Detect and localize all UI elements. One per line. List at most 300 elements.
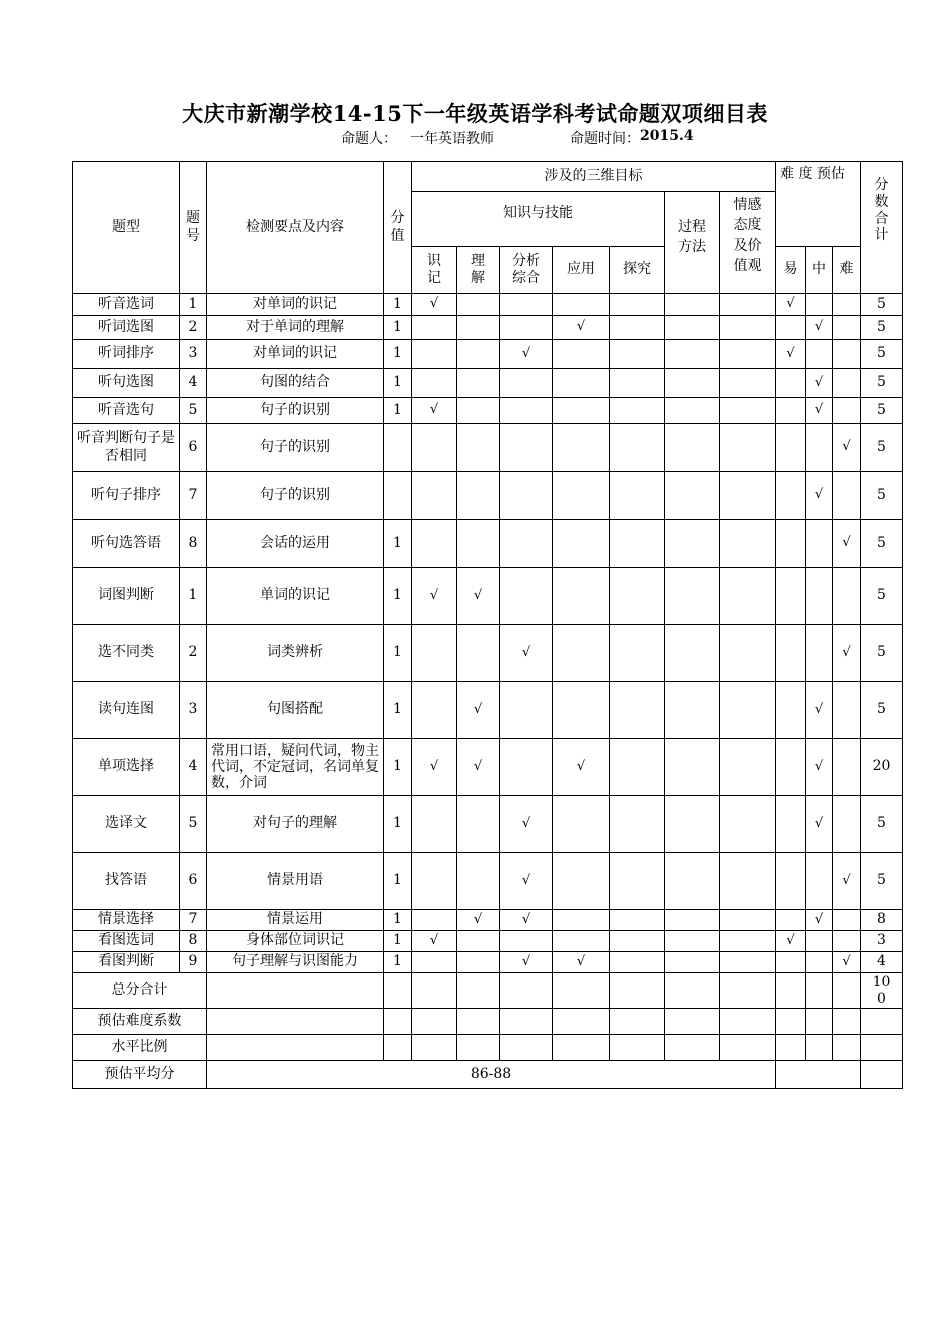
cell-content: 句子的识别 xyxy=(207,424,384,472)
cell-analysis: √ xyxy=(500,796,553,853)
cell-recall xyxy=(412,625,457,682)
cell-score: 1 xyxy=(384,853,412,910)
cell-type: 看图选词 xyxy=(73,931,180,952)
difficulty-label: 预估难度系数 xyxy=(73,1009,207,1035)
cell-recall xyxy=(412,472,457,520)
cell-score: 1 xyxy=(384,625,412,682)
difficulty-empty xyxy=(610,1009,665,1035)
cell-type: 单项选择 xyxy=(73,739,180,796)
table-row xyxy=(73,398,903,424)
average-value: 86-88 xyxy=(207,1061,776,1089)
header-emotion: 情感态度及价值观 xyxy=(720,192,776,294)
cell-no: 8 xyxy=(180,520,207,568)
cell-understand xyxy=(457,625,500,682)
cell-recall xyxy=(412,796,457,853)
difficulty-row xyxy=(73,1009,903,1035)
header-score: 分值 xyxy=(384,162,412,294)
cell-process xyxy=(665,931,720,952)
table-row xyxy=(73,739,903,796)
cell-explore xyxy=(610,398,665,424)
cell-hard xyxy=(833,340,861,369)
cell-analysis: √ xyxy=(500,853,553,910)
cell-understand xyxy=(457,952,500,973)
cell-analysis xyxy=(500,398,553,424)
author-label: 命题人： xyxy=(341,131,397,147)
header-explore: 探究 xyxy=(610,247,665,294)
total-empty xyxy=(207,973,384,1009)
cell-no: 1 xyxy=(180,294,207,316)
cell-apply xyxy=(553,796,610,853)
difficulty-empty xyxy=(457,1009,500,1035)
total-empty xyxy=(776,973,806,1009)
cell-hard xyxy=(833,472,861,520)
cell-medium: √ xyxy=(806,472,833,520)
cell-emotion xyxy=(720,316,776,340)
cell-recall: √ xyxy=(412,568,457,625)
cell-easy xyxy=(776,472,806,520)
cell-hard xyxy=(833,739,861,796)
cell-process xyxy=(665,796,720,853)
cell-score: 1 xyxy=(384,316,412,340)
cell-content: 常用口语，疑问代词，物主代词，不定冠词，名词单复数，介词 xyxy=(207,739,384,796)
cell-no: 6 xyxy=(180,853,207,910)
cell-apply xyxy=(553,398,610,424)
cell-medium xyxy=(806,568,833,625)
cell-medium xyxy=(806,520,833,568)
cell-apply: √ xyxy=(553,952,610,973)
cell-process xyxy=(665,910,720,931)
cell-analysis xyxy=(500,520,553,568)
cell-explore xyxy=(610,796,665,853)
header-hard: 难 xyxy=(833,247,861,294)
cell-analysis xyxy=(500,369,553,398)
cell-medium: √ xyxy=(806,796,833,853)
cell-total: 5 xyxy=(861,853,903,910)
cell-understand: √ xyxy=(457,568,500,625)
cell-total: 20 xyxy=(861,739,903,796)
table-row xyxy=(73,931,903,952)
cell-content: 对于单词的理解 xyxy=(207,316,384,340)
total-empty xyxy=(610,973,665,1009)
cell-total: 5 xyxy=(861,796,903,853)
cell-no: 7 xyxy=(180,910,207,931)
cell-apply xyxy=(553,682,610,739)
cell-no: 2 xyxy=(180,316,207,340)
cell-total: 4 xyxy=(861,952,903,973)
cell-apply xyxy=(553,520,610,568)
cell-analysis xyxy=(500,931,553,952)
cell-content: 句子理解与识图能力 xyxy=(207,952,384,973)
cell-emotion xyxy=(720,853,776,910)
cell-analysis xyxy=(500,294,553,316)
table-row xyxy=(73,853,903,910)
total-empty xyxy=(720,973,776,1009)
cell-easy xyxy=(776,369,806,398)
cell-explore xyxy=(610,952,665,973)
cell-explore xyxy=(610,520,665,568)
ratio-empty xyxy=(412,1035,457,1061)
cell-content: 情景用语 xyxy=(207,853,384,910)
cell-analysis xyxy=(500,739,553,796)
table-row xyxy=(73,568,903,625)
cell-understand xyxy=(457,340,500,369)
cell-total: 5 xyxy=(861,398,903,424)
cell-emotion xyxy=(720,398,776,424)
table-row xyxy=(73,472,903,520)
cell-type: 看图判断 xyxy=(73,952,180,973)
cell-type: 找答语 xyxy=(73,853,180,910)
cell-hard xyxy=(833,568,861,625)
cell-apply xyxy=(553,625,610,682)
cell-total: 5 xyxy=(861,625,903,682)
cell-score: 1 xyxy=(384,520,412,568)
cell-process xyxy=(665,340,720,369)
cell-process xyxy=(665,369,720,398)
cell-easy xyxy=(776,682,806,739)
header-number: 题号 xyxy=(180,162,207,294)
cell-medium xyxy=(806,294,833,316)
cell-analysis: √ xyxy=(500,910,553,931)
total-empty xyxy=(384,973,412,1009)
total-label: 总分合计 xyxy=(73,973,207,1009)
cell-emotion xyxy=(720,796,776,853)
cell-medium xyxy=(806,952,833,973)
cell-hard: √ xyxy=(833,853,861,910)
cell-type: 读句连图 xyxy=(73,682,180,739)
cell-explore xyxy=(610,910,665,931)
average-empty xyxy=(776,1061,861,1089)
cell-medium xyxy=(806,625,833,682)
cell-medium xyxy=(806,931,833,952)
ratio-empty xyxy=(833,1035,861,1061)
cell-no: 3 xyxy=(180,682,207,739)
cell-emotion xyxy=(720,294,776,316)
cell-content: 对单词的识记 xyxy=(207,340,384,369)
cell-easy xyxy=(776,568,806,625)
cell-no: 6 xyxy=(180,424,207,472)
cell-no: 8 xyxy=(180,931,207,952)
cell-process xyxy=(665,294,720,316)
table-row xyxy=(73,796,903,853)
cell-medium xyxy=(806,853,833,910)
total-empty xyxy=(806,973,833,1009)
header-analysis: 分析综合 xyxy=(500,247,553,294)
difficulty-empty xyxy=(665,1009,720,1035)
cell-process xyxy=(665,472,720,520)
cell-emotion xyxy=(720,340,776,369)
table-row xyxy=(73,952,903,973)
cell-score: 1 xyxy=(384,682,412,739)
cell-apply xyxy=(553,472,610,520)
table-row xyxy=(73,910,903,931)
table-row xyxy=(73,682,903,739)
cell-hard xyxy=(833,682,861,739)
header-content: 检测要点及内容 xyxy=(207,162,384,294)
total-empty xyxy=(665,973,720,1009)
cell-analysis: √ xyxy=(500,952,553,973)
difficulty-empty xyxy=(207,1009,384,1035)
cell-understand xyxy=(457,931,500,952)
cell-apply: √ xyxy=(553,316,610,340)
cell-easy xyxy=(776,739,806,796)
cell-hard xyxy=(833,398,861,424)
cell-analysis xyxy=(500,682,553,739)
cell-no: 2 xyxy=(180,625,207,682)
cell-no: 4 xyxy=(180,739,207,796)
difficulty-empty xyxy=(833,1009,861,1035)
cell-no: 5 xyxy=(180,796,207,853)
cell-type: 听词选图 xyxy=(73,316,180,340)
cell-recall: √ xyxy=(412,739,457,796)
cell-score: 1 xyxy=(384,568,412,625)
cell-hard xyxy=(833,796,861,853)
cell-emotion xyxy=(720,472,776,520)
cell-apply xyxy=(553,340,610,369)
header-total: 分数合计 xyxy=(861,162,903,294)
cell-medium: √ xyxy=(806,369,833,398)
cell-analysis xyxy=(500,316,553,340)
cell-analysis xyxy=(500,472,553,520)
cell-recall xyxy=(412,682,457,739)
cell-no: 3 xyxy=(180,340,207,369)
cell-score xyxy=(384,424,412,472)
cell-explore xyxy=(610,568,665,625)
cell-process xyxy=(665,568,720,625)
cell-content: 句子的识别 xyxy=(207,398,384,424)
difficulty-empty xyxy=(500,1009,553,1035)
cell-type: 听音选词 xyxy=(73,294,180,316)
cell-easy xyxy=(776,316,806,340)
cell-type: 听句子排序 xyxy=(73,472,180,520)
time-label: 命题时间： xyxy=(570,131,640,147)
cell-content: 词类辨析 xyxy=(207,625,384,682)
cell-emotion xyxy=(720,520,776,568)
cell-explore xyxy=(610,853,665,910)
cell-total: 8 xyxy=(861,910,903,931)
cell-apply xyxy=(553,424,610,472)
cell-understand xyxy=(457,369,500,398)
cell-understand xyxy=(457,472,500,520)
ratio-empty xyxy=(720,1035,776,1061)
ratio-label: 水平比例 xyxy=(73,1035,207,1061)
cell-type: 听词排序 xyxy=(73,340,180,369)
cell-process xyxy=(665,424,720,472)
ratio-row xyxy=(73,1035,903,1061)
header-difficulty: 难 度 预估 xyxy=(776,162,861,247)
cell-emotion xyxy=(720,424,776,472)
difficulty-empty xyxy=(412,1009,457,1035)
average-empty xyxy=(861,1061,903,1089)
cell-total: 5 xyxy=(861,369,903,398)
cell-apply xyxy=(553,910,610,931)
cell-apply xyxy=(553,369,610,398)
header-type: 题型 xyxy=(73,162,180,294)
average-label: 预估平均分 xyxy=(73,1061,207,1089)
cell-recall xyxy=(412,952,457,973)
cell-understand xyxy=(457,424,500,472)
cell-process xyxy=(665,520,720,568)
cell-content: 对单词的识记 xyxy=(207,294,384,316)
cell-apply xyxy=(553,294,610,316)
table-row xyxy=(73,340,903,369)
header-process: 过程方法 xyxy=(665,192,720,294)
cell-process xyxy=(665,316,720,340)
cell-analysis xyxy=(500,568,553,625)
cell-explore xyxy=(610,340,665,369)
cell-medium: √ xyxy=(806,682,833,739)
cell-explore xyxy=(610,316,665,340)
cell-medium: √ xyxy=(806,316,833,340)
cell-explore xyxy=(610,625,665,682)
cell-easy xyxy=(776,625,806,682)
difficulty-empty xyxy=(861,1009,903,1035)
cell-score: 1 xyxy=(384,910,412,931)
cell-apply xyxy=(553,853,610,910)
difficulty-empty xyxy=(720,1009,776,1035)
cell-emotion xyxy=(720,625,776,682)
difficulty-empty xyxy=(384,1009,412,1035)
cell-understand xyxy=(457,520,500,568)
cell-recall xyxy=(412,316,457,340)
cell-no: 9 xyxy=(180,952,207,973)
total-empty xyxy=(833,973,861,1009)
ratio-empty xyxy=(553,1035,610,1061)
cell-type: 情景选择 xyxy=(73,910,180,931)
cell-content: 情景运用 xyxy=(207,910,384,931)
header-apply: 应用 xyxy=(553,247,610,294)
cell-type: 词图判断 xyxy=(73,568,180,625)
cell-hard xyxy=(833,369,861,398)
cell-explore xyxy=(610,369,665,398)
cell-easy xyxy=(776,910,806,931)
table-row xyxy=(73,369,903,398)
cell-explore xyxy=(610,931,665,952)
cell-score: 1 xyxy=(384,369,412,398)
cell-score: 1 xyxy=(384,796,412,853)
table-row xyxy=(73,520,903,568)
cell-process xyxy=(665,398,720,424)
cell-analysis: √ xyxy=(500,625,553,682)
cell-emotion xyxy=(720,369,776,398)
cell-easy: √ xyxy=(776,294,806,316)
header-medium: 中 xyxy=(806,247,833,294)
cell-score: 1 xyxy=(384,340,412,369)
cell-medium: √ xyxy=(806,739,833,796)
cell-score xyxy=(384,472,412,520)
cell-recall xyxy=(412,853,457,910)
total-empty xyxy=(457,973,500,1009)
cell-content: 单词的识记 xyxy=(207,568,384,625)
cell-understand: √ xyxy=(457,739,500,796)
cell-type: 选不同类 xyxy=(73,625,180,682)
cell-explore xyxy=(610,472,665,520)
cell-process xyxy=(665,682,720,739)
cell-no: 4 xyxy=(180,369,207,398)
cell-total: 5 xyxy=(861,682,903,739)
cell-understand: √ xyxy=(457,910,500,931)
ratio-empty xyxy=(861,1035,903,1061)
cell-total: 5 xyxy=(861,520,903,568)
cell-hard xyxy=(833,294,861,316)
cell-content: 句图的结合 xyxy=(207,369,384,398)
cell-no: 7 xyxy=(180,472,207,520)
total-empty xyxy=(500,973,553,1009)
cell-process xyxy=(665,625,720,682)
cell-total: 5 xyxy=(861,316,903,340)
ratio-empty xyxy=(500,1035,553,1061)
header-knowledge: 知识与技能 xyxy=(412,192,665,247)
ratio-empty xyxy=(806,1035,833,1061)
ratio-empty xyxy=(665,1035,720,1061)
cell-apply xyxy=(553,931,610,952)
spec-table xyxy=(72,161,903,1089)
header-three-dim: 涉及的三维目标 xyxy=(412,162,776,192)
cell-recall xyxy=(412,340,457,369)
cell-content: 身体部位词识记 xyxy=(207,931,384,952)
cell-easy: √ xyxy=(776,340,806,369)
cell-easy xyxy=(776,952,806,973)
difficulty-empty xyxy=(806,1009,833,1035)
cell-hard xyxy=(833,931,861,952)
table-body xyxy=(73,162,903,1089)
cell-score: 1 xyxy=(384,931,412,952)
cell-hard: √ xyxy=(833,424,861,472)
cell-no: 5 xyxy=(180,398,207,424)
cell-type: 听音选句 xyxy=(73,398,180,424)
cell-emotion xyxy=(720,931,776,952)
cell-recall xyxy=(412,369,457,398)
total-empty xyxy=(553,973,610,1009)
cell-score: 1 xyxy=(384,294,412,316)
cell-type: 选译文 xyxy=(73,796,180,853)
cell-score: 1 xyxy=(384,739,412,796)
difficulty-empty xyxy=(553,1009,610,1035)
cell-type: 听句选图 xyxy=(73,369,180,398)
cell-total: 5 xyxy=(861,472,903,520)
cell-score: 1 xyxy=(384,952,412,973)
cell-hard: √ xyxy=(833,520,861,568)
cell-recall xyxy=(412,424,457,472)
cell-understand: √ xyxy=(457,682,500,739)
table-row xyxy=(73,294,903,316)
cell-recall: √ xyxy=(412,294,457,316)
average-row xyxy=(73,1061,903,1089)
cell-content: 句子的识别 xyxy=(207,472,384,520)
cell-type: 听音判断句子是否相同 xyxy=(73,424,180,472)
cell-analysis xyxy=(500,424,553,472)
cell-easy xyxy=(776,853,806,910)
cell-easy xyxy=(776,424,806,472)
cell-emotion xyxy=(720,568,776,625)
cell-total: 5 xyxy=(861,340,903,369)
header-understand: 理解 xyxy=(457,247,500,294)
cell-emotion xyxy=(720,952,776,973)
ratio-empty xyxy=(384,1035,412,1061)
table-row xyxy=(73,424,903,472)
cell-recall: √ xyxy=(412,398,457,424)
cell-score: 1 xyxy=(384,398,412,424)
cell-apply: √ xyxy=(553,739,610,796)
ratio-empty xyxy=(207,1035,384,1061)
ratio-empty xyxy=(610,1035,665,1061)
cell-understand xyxy=(457,294,500,316)
cell-explore xyxy=(610,682,665,739)
cell-understand xyxy=(457,853,500,910)
cell-analysis: √ xyxy=(500,340,553,369)
ratio-empty xyxy=(457,1035,500,1061)
table-row xyxy=(73,316,903,340)
cell-content: 句图搭配 xyxy=(207,682,384,739)
